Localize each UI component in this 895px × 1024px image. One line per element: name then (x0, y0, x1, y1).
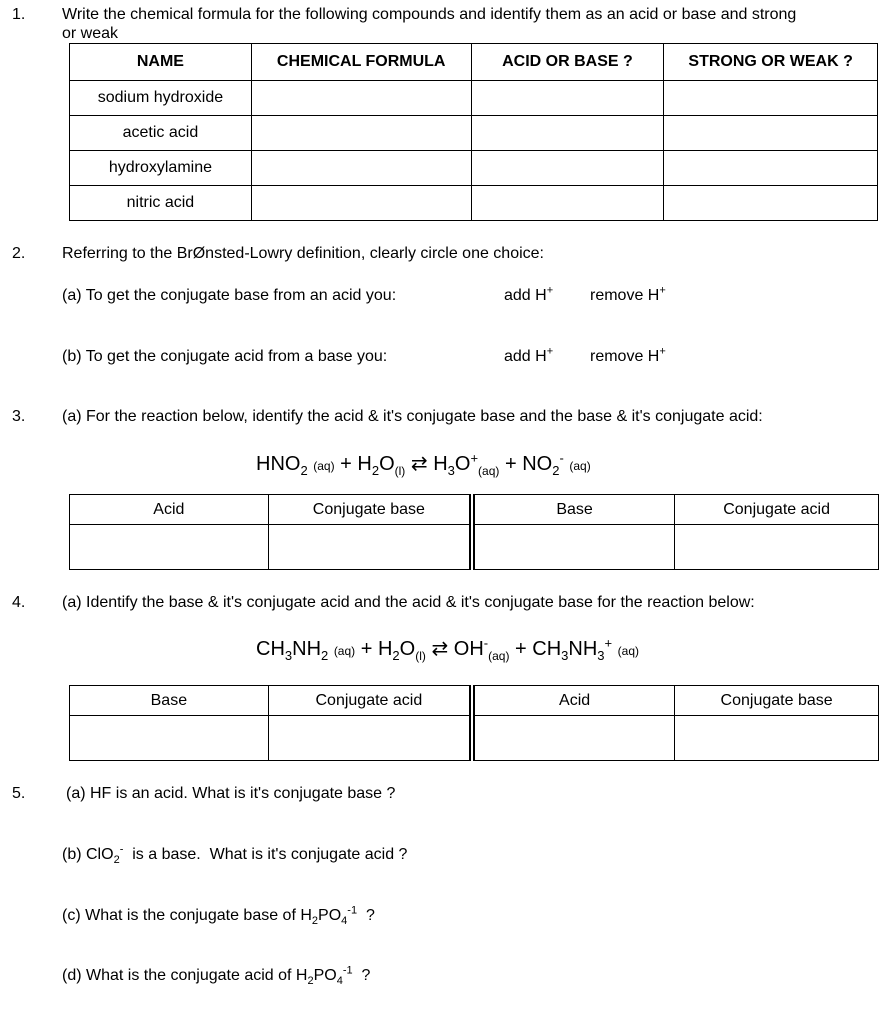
q5a-text: (a) HF is an acid. What is it's conjugate base ? (66, 785, 396, 802)
q4-acid-answer[interactable] (472, 716, 675, 761)
strong-weak-cell[interactable] (664, 116, 878, 151)
q3-table (69, 494, 879, 570)
q5d-text: (d) What is the conjugate acid of $H_2PO_4^{-1}$ ? (62, 964, 371, 988)
q2b-add-choice[interactable] (504, 345, 554, 366)
remove-label: remove H (590, 348, 660, 365)
q1-header-acid-base: ACID OR BASE ? (471, 44, 664, 81)
q3-header-conjugate-base: Conjugate base (268, 495, 472, 525)
table-row (70, 716, 879, 761)
q2-number: 2. (12, 245, 26, 262)
add-label: add H (504, 287, 547, 304)
q4-table-header (70, 686, 879, 716)
q3-header-conjugate-acid: Conjugate acid (675, 495, 879, 525)
q4-header-conjugate-base: Conjugate base (675, 686, 879, 716)
add-label: add H (504, 348, 547, 365)
q4-number: 4. (12, 594, 26, 611)
formula-cell[interactable] (251, 116, 471, 151)
q2a-add-choice[interactable] (504, 284, 554, 305)
q4-header-conjugate-acid: Conjugate acid (268, 686, 472, 716)
q1-table-header (70, 44, 878, 81)
h-plus-sup: + (546, 345, 554, 358)
q2b-text: (b) To get the conjugate acid from a base you: (62, 348, 388, 365)
q2a-remove-choice[interactable] (590, 284, 666, 305)
compound-name: sodium hydroxide (70, 81, 252, 116)
q5-number: 5. (12, 785, 26, 802)
formula-cell[interactable] (251, 186, 471, 221)
h-plus-sup: + (546, 284, 554, 297)
q4-header-acid: Acid (472, 686, 675, 716)
q1-header-name: NAME (70, 44, 252, 81)
table-row (70, 525, 879, 570)
q5c-text: (c) What is the conjugate base of $H_2PO_4^{-1}$ ? (62, 904, 375, 928)
q2b-remove-choice[interactable] (590, 345, 666, 366)
h-plus-sup: + (659, 345, 666, 358)
q3-equation: $HNO_2$ $(aq) + H_2O_{(l)}$ ⇄ $H_3O^+_{(aq)} + NO_2^-$ (aq) (256, 450, 591, 478)
q4-instruction: (a) Identify the base & it's conjugate acid and the acid & it's conjugate base for the reaction below: (62, 594, 755, 611)
q1-header-strong-weak: STRONG OR WEAK ? (664, 44, 878, 81)
table-row (70, 186, 878, 221)
q4-header-base: Base (70, 686, 269, 716)
q4-table (69, 685, 879, 761)
q1-table (69, 43, 878, 221)
q3-number: 3. (12, 408, 26, 425)
q1-header-formula: CHEMICAL FORMULA (251, 44, 471, 81)
q3-table-header (70, 495, 879, 525)
q5b-text: (b) ClO$_2$- is a base. What is it's conjugate acid ? (62, 843, 408, 867)
compound-name: nitric acid (70, 186, 252, 221)
acid-base-cell[interactable] (471, 151, 664, 186)
h-plus-sup: + (659, 284, 666, 297)
q4-conjugate-base-answer[interactable] (675, 716, 879, 761)
formula-cell[interactable] (251, 81, 471, 116)
acid-base-cell[interactable] (471, 186, 664, 221)
q2-instruction: Referring to the BrØnsted-Lowry definition, clearly circle one choice: (62, 245, 544, 262)
q1-instruction-line1: Write the chemical formula for the following compounds and identify them as an acid or base and strong (62, 6, 797, 23)
q3-header-base: Base (472, 495, 675, 525)
remove-label: remove H (590, 287, 660, 304)
compound-name: acetic acid (70, 116, 252, 151)
q3-instruction: (a) For the reaction below, identify the acid & it's conjugate base and the base & it's conjugate acid: (62, 408, 763, 425)
formula-cell[interactable] (251, 151, 471, 186)
acid-base-cell[interactable] (471, 81, 664, 116)
acid-base-cell[interactable] (471, 116, 664, 151)
q1-number: 1. (12, 6, 26, 23)
q3-base-answer[interactable] (472, 525, 675, 570)
q4-base-answer[interactable] (70, 716, 269, 761)
q3-acid-answer[interactable] (70, 525, 269, 570)
strong-weak-cell[interactable] (664, 81, 878, 116)
q3-conjugate-acid-answer[interactable] (675, 525, 879, 570)
table-row (70, 81, 878, 116)
strong-weak-cell[interactable] (664, 186, 878, 221)
equilibrium-arrow-icon: ⇄ (410, 453, 428, 475)
table-row (70, 151, 878, 186)
equilibrium-arrow-icon: ⇄ (431, 638, 449, 660)
q3-header-acid: Acid (70, 495, 269, 525)
q3-conjugate-base-answer[interactable] (268, 525, 472, 570)
q1-instruction-line2: or weak (62, 25, 119, 42)
q4-conjugate-acid-answer[interactable] (268, 716, 472, 761)
compound-name: hydroxylamine (70, 151, 252, 186)
q4-equation: $CH_3NH_2$ $(aq) + H_2O_{(l)}$ ⇄ $OH^-_{(aq)} + CH_3NH_3^+$ (aq) (256, 635, 639, 663)
table-row (70, 116, 878, 151)
strong-weak-cell[interactable] (664, 151, 878, 186)
q2a-text: (a) To get the conjugate base from an acid you: (62, 287, 397, 304)
